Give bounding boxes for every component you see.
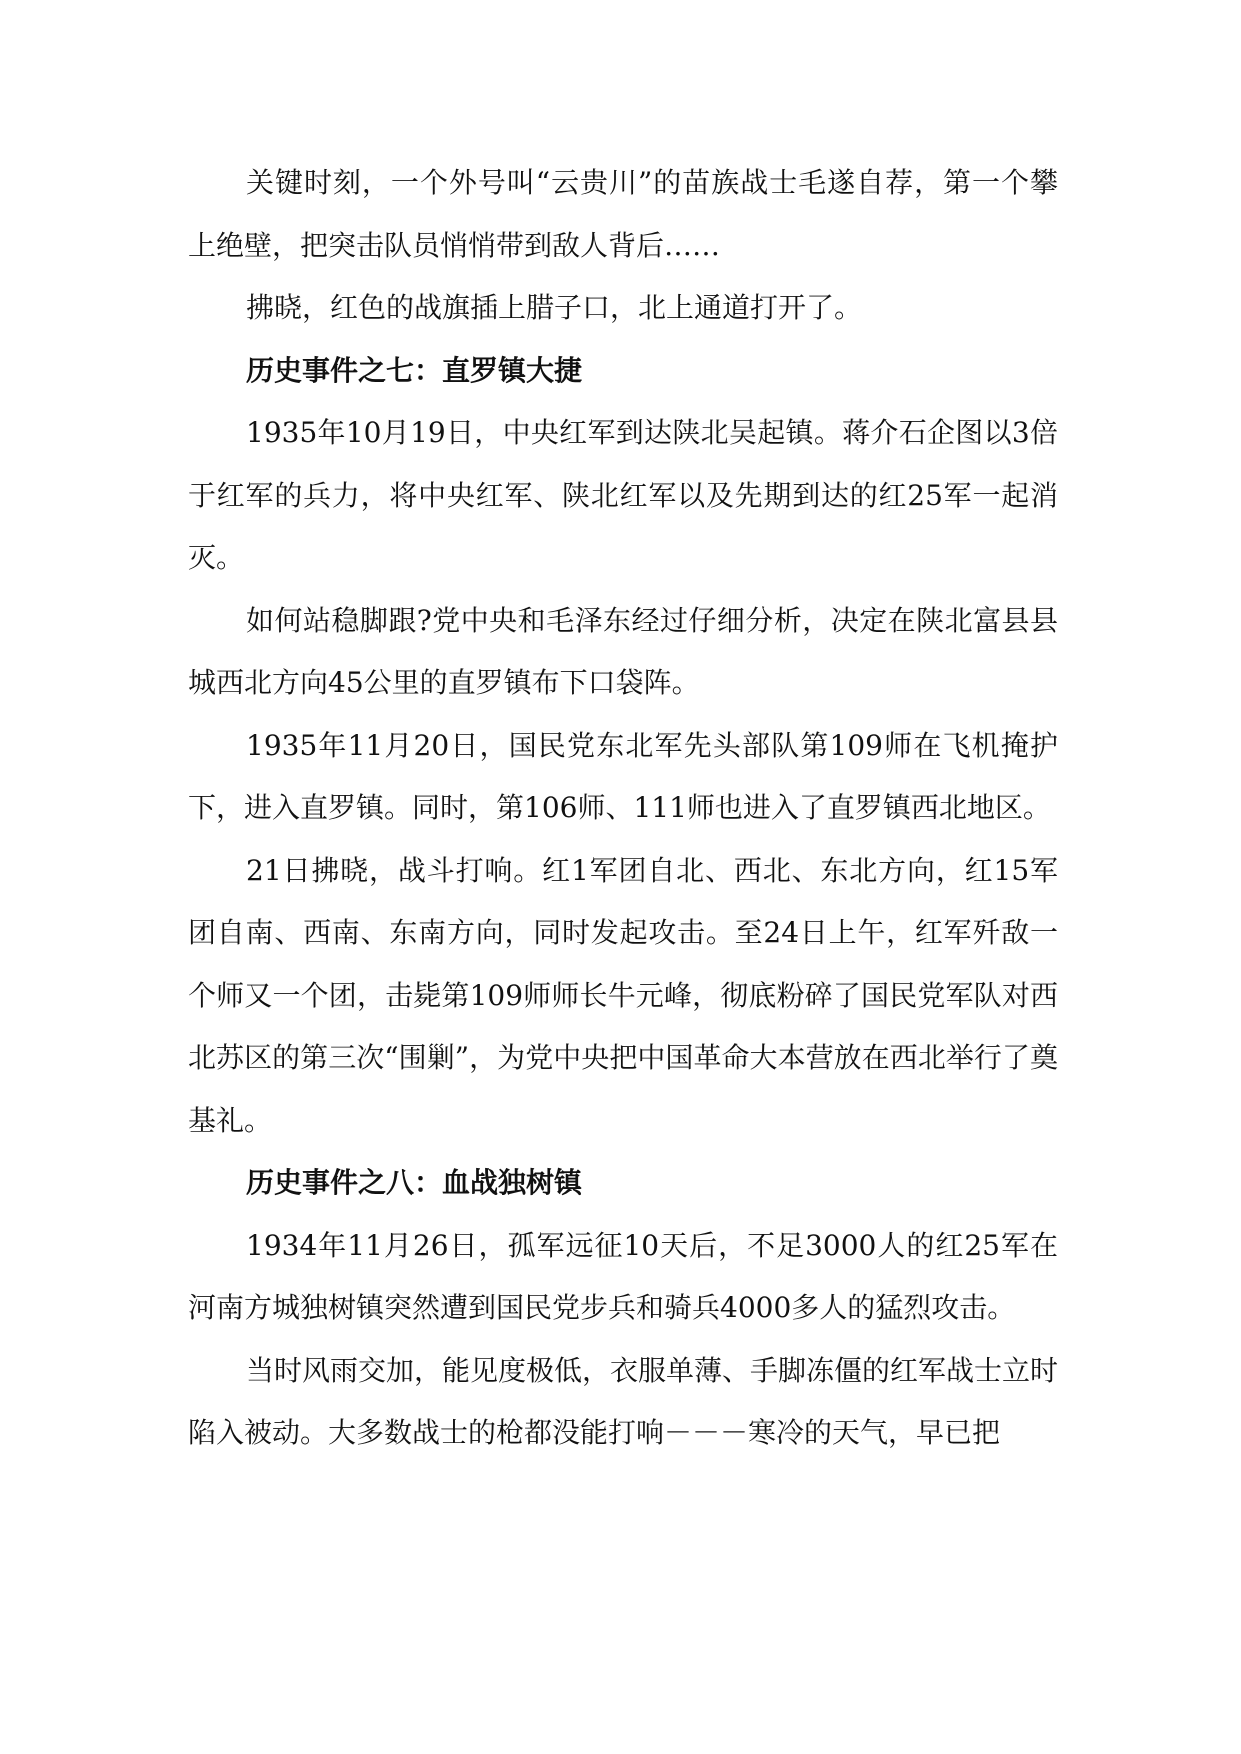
paragraph: 拂晓，红色的战旗插上腊子口，北上通道打开了。 [246, 291, 863, 324]
document-body [188, 152, 1058, 1465]
paragraph: 如何站稳脚跟?党中央和毛泽东经过仔细分析，决定在陕北富县县城西北方向45公里的直罗镇布下口袋阵。 [188, 603, 1058, 699]
paragraph: 1934年11月26日，孤军远征10天后，不足3000人的红25军在河南方城独树镇突然遭到国民党步兵和骑兵4000多人的猛烈攻击。 [188, 1228, 1058, 1324]
paragraph: 关键时刻，一个外号叫“云贵川”的苗族战士毛遂自荐，第一个攀上绝壁，把突击队员悄悄带到敌人背后…… [188, 166, 1058, 262]
section-heading: 历史事件之七：直罗镇大捷 [246, 353, 583, 387]
paragraph: 当时风雨交加，能见度极低，衣服单薄、手脚冻僵的红军战士立时陷入被动。大多数战士的枪都没能打响－－－寒冷的天气，早已把 [188, 1353, 1059, 1449]
paragraph: 1935年11月20日，国民党东北军先头部队第109师在飞机掩护下，进入直罗镇。同时，第106师、111师也进入了直罗镇西北地区。 [188, 728, 1058, 824]
paragraph: 1935年10月19日，中央红军到达陕北吴起镇。蒋介石企图以3倍于红军的兵力，将中央红军、陕北红军以及先期到达的红25军一起消灭。 [188, 416, 1058, 574]
section-heading: 历史事件之八：血战独树镇 [246, 1166, 583, 1199]
paragraph: 21日拂晓，战斗打响。红1军团自北、西北、东北方向，红15军团自南、西南、东南方向，同时发起攻击。至24日上午，红军歼敌一个师又一个团，击毙第109师师长牛元峰，彻底粉碎了国民党军队对西北苏区的第三次“围剿”，为党中央把中国革命大本营放在西北举行了奠基礼。 [188, 853, 1058, 1137]
